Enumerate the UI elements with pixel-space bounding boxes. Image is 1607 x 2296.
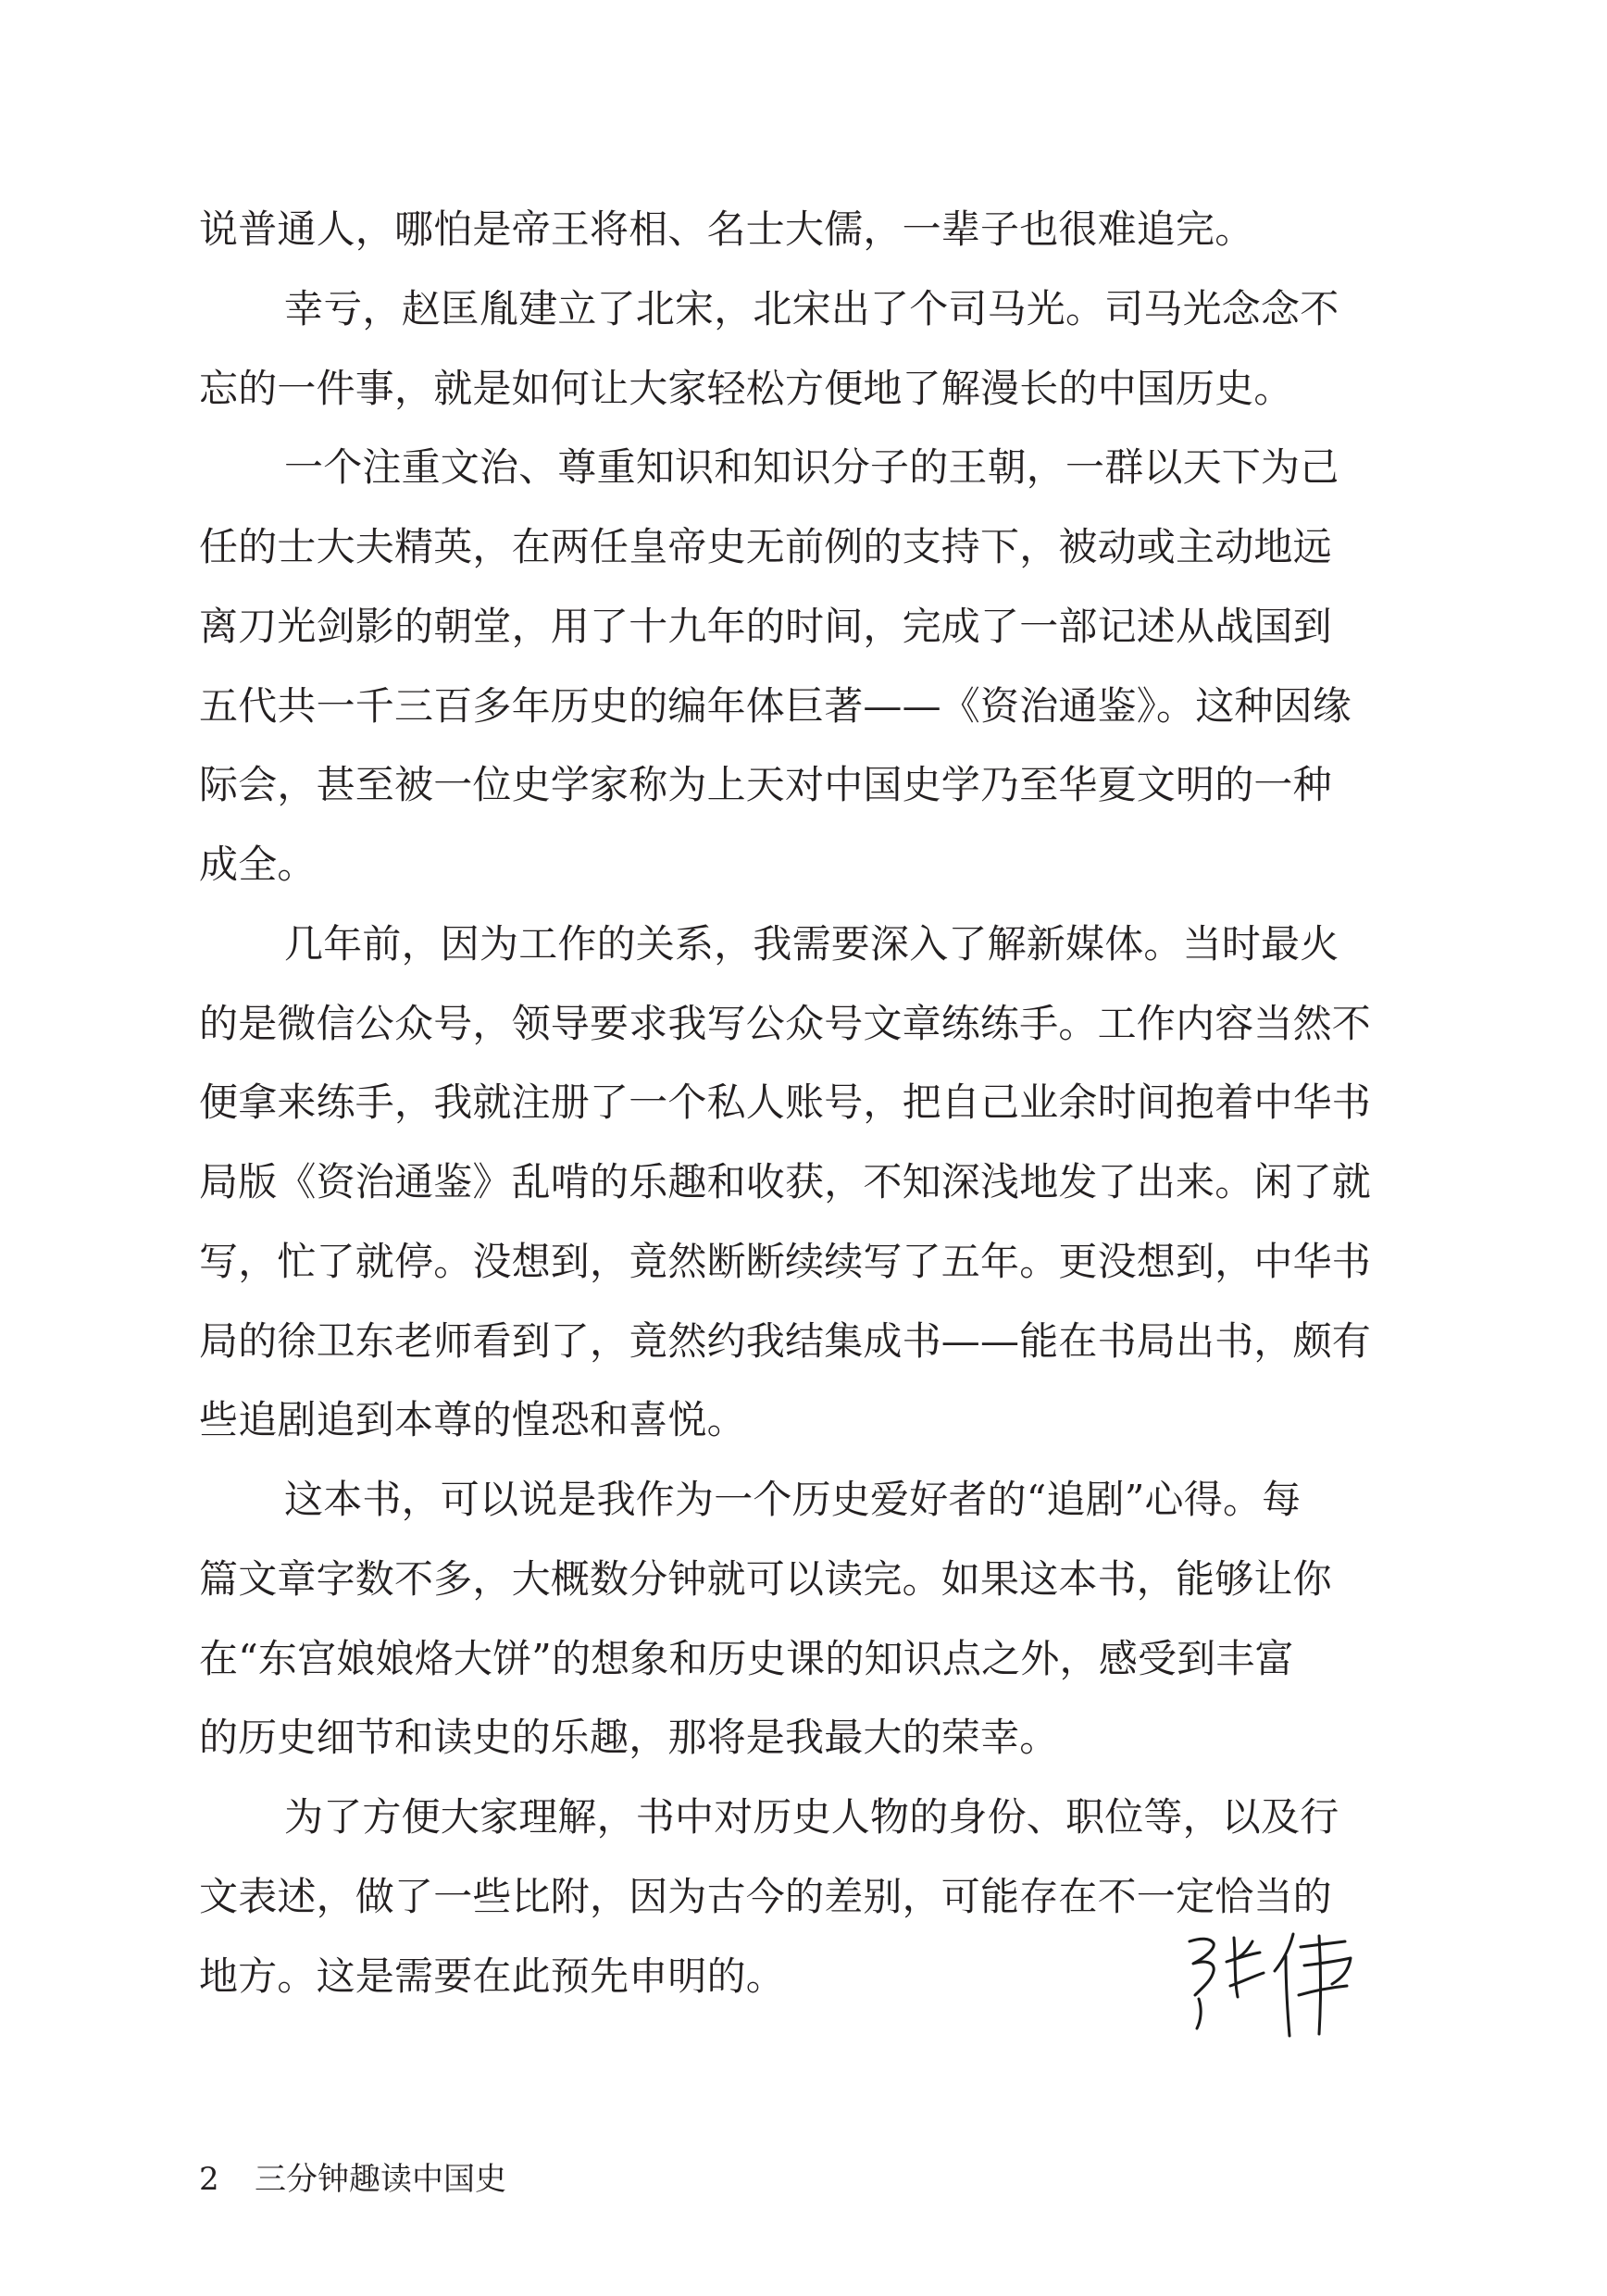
text-line: 一个注重文治、尊重知识和知识分子的王朝，一群以天下为己 <box>284 444 1339 491</box>
book-title: 三分钟趣读中国史 <box>255 2161 506 2198</box>
paragraph <box>199 269 1412 429</box>
text-line: 的是微信公众号，领导要求我写公众号文章练练手。工作内容当然不 <box>199 1000 1372 1046</box>
text-line: 几年前，因为工作的关系，我需要深入了解新媒体。当时最火 <box>284 920 1339 967</box>
text-line: 忘的一件事，就是如何让大家轻松方便地了解漫长的中国历史。 <box>199 365 1293 411</box>
text-line: 篇文章字数不多，大概数分钟就可以读完。如果这本书，能够让你 <box>199 1555 1332 1602</box>
text-line: 在“东宫娘娘烙大饼”的想象和历史课的知识点之外，感受到丰富 <box>199 1635 1294 1681</box>
author-signature <box>1180 1921 1365 2041</box>
text-line: 说普通人，哪怕是帝王将相、名士大儒，一辈子也很难追完。 <box>199 206 1254 252</box>
text-line: 成全。 <box>199 842 317 887</box>
text-line: 幸亏，赵匡胤建立了北宋，北宋出了个司马光。司马光念念不 <box>284 285 1339 331</box>
text-line: 为了方便大家理解，书中对历史人物的身份、职位等，以及行 <box>284 1794 1339 1840</box>
paragraph <box>199 905 1412 1460</box>
text-line: 离刀光剑影的朝堂，用了十九年的时间，完成了一部记述从战国到 <box>199 603 1332 649</box>
text-line: 局的徐卫东老师看到了，竟然约我结集成书——能在书局出书，颇有 <box>199 1317 1372 1364</box>
text-line: 局版《资治通鉴》乱啃的乐趣和收获，不知深浅地发了出来。闲了就 <box>199 1159 1372 1204</box>
signature-icon <box>1180 1921 1365 2041</box>
paragraph <box>199 1460 1412 1778</box>
text-line: 五代共一千三百多年历史的编年体巨著——《资治通鉴》。这种因缘 <box>199 682 1352 729</box>
text-line: 际会，甚至被一位史学家称为上天对中国史学乃至华夏文明的一种 <box>199 762 1332 808</box>
text-line: 便拿来练手，我就注册了一个私人账号，把自己业余时间抱着中华书 <box>199 1079 1372 1126</box>
text-line: 的历史细节和读史的乐趣，那将是我最大的荣幸。 <box>199 1715 1059 1761</box>
text-line: 文表述，做了一些比附，因为古今的差别，可能存在不一定恰当的 <box>199 1873 1332 1919</box>
text-line: 些追剧追到本尊的惶恐和喜悦。 <box>199 1397 746 1443</box>
text-line: 写，忙了就停。没想到，竟然断断续续写了五年。更没想到，中华书 <box>199 1238 1372 1284</box>
text-line: 任的士大夫精英，在两任皇帝史无前例的支持下，被动或主动地远 <box>199 524 1332 569</box>
text-line: 这本书，可以说是我作为一个历史爱好者的“追剧”心得。每 <box>284 1477 1302 1522</box>
paragraph <box>199 428 1412 905</box>
body-text <box>199 190 1412 2015</box>
page-footer <box>199 2153 506 2199</box>
page-number: 2 <box>199 2161 219 2198</box>
text-line: 地方。这是需要在此预先申明的。 <box>199 1953 786 1999</box>
paragraph <box>199 190 1412 269</box>
